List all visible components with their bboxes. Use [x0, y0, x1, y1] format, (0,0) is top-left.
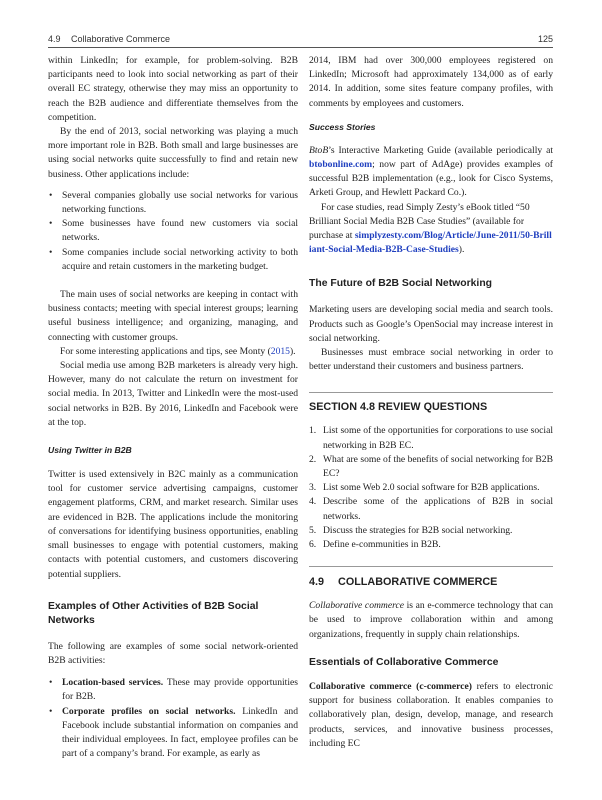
- bullet-list: [48, 676, 298, 761]
- heading-essentials: Essentials of Collaborative Commerce: [309, 656, 499, 668]
- list-item: 1. List some of the opportunities for corporations to use social networking in B2B EC.: [309, 425, 553, 451]
- page-number: 125: [537, 34, 553, 44]
- paragraph: Marketing users are developing social media and search tools. Products such as Google’s OpenSocial may increase interest in social networking.: [309, 304, 553, 344]
- list-item: 3. List some Web 2.0 social software for B2B applications.: [309, 482, 540, 494]
- list-item: • Some businesses have found new customers via social networks.: [48, 217, 298, 245]
- paragraph: Collaborative commerce is an e-commerce technology that can be used to improve collaboration within and among organizations, frequently in supply chain relationships.: [309, 600, 553, 640]
- right-column: [309, 54, 553, 751]
- list-item: • Several companies globally use social networks for various networking functions.: [48, 189, 298, 217]
- divider: [309, 566, 553, 567]
- header-section-title: Collaborative Commerce: [71, 34, 171, 44]
- heading-other-activities: Examples of Other Activities of B2B Social Networks: [48, 600, 259, 626]
- paragraph: Social media use among B2B marketers is already very high. However, many do not calculate the return on investment for social media. In 2013, Twitter and LinkedIn were the most-used social networks in B2B. By 2016, LinkedIn and Facebook were at the top.: [48, 360, 298, 428]
- section-heading-4-9: 4.9 COLLABORATIVE COMMERCE: [309, 576, 498, 589]
- paragraph: The following are examples of some social network-oriented B2B activities:: [48, 640, 298, 666]
- review-questions-title: SECTION 4.8 REVIEW QUESTIONS: [309, 401, 488, 414]
- paragraph: For some interesting applications and tips, see Monty (2015).: [60, 345, 296, 357]
- paragraph: For case studies, read Simply Zesty’s eBook titled “50 Brilliant Social Media B2B Case Studies” (available for purchase at simplyzesty.com/Blog/Article/June-2011/50-Brilliant-Social-Media-B2B-Case-Studies).: [309, 201, 552, 256]
- paragraph: within LinkedIn; for example, for problem-solving. B2B participants need to look into social networking as part of their overall EC strategy, otherwise they may miss an opportunity to reach the B2B audience and differentiate themselves from the competition.: [48, 55, 298, 123]
- left-column: [48, 54, 298, 761]
- btobonline-link[interactable]: btobonline.com: [309, 159, 373, 171]
- paragraph: The main uses of social networks are keeping in contact with business contacts; meeting with special interest groups; learning useful business intelligence; and organizing, managing, and connecting with customer groups.: [48, 289, 298, 343]
- paragraph: Collaborative commerce (c-commerce) refers to electronic support for business collaboration. It enables companies to collaboratively plan, design, develop, manage, and research products, services, and innovative business processes, including EC: [309, 680, 554, 749]
- paragraph: 2014, IBM had over 300,000 employees registered on LinkedIn; Microsoft had approximately 134,000 as of early 2014. In addition, some sites feature company profiles, with comments by employees and customers.: [309, 55, 553, 109]
- review-questions-list: [309, 424, 553, 552]
- list-item: 5. Discuss the strategies for B2B social networking.: [309, 524, 513, 536]
- subheading-twitter: Using Twitter in B2B: [48, 445, 132, 456]
- paragraph: By the end of 2013, social networking was playing a much more important role in B2B. Both small and large businesses are using social networks quite successfully to find and retain new business. Other applications include:: [48, 126, 298, 180]
- list-item: 4. Describe some of the applications of B2B in social networks.: [309, 496, 553, 522]
- paragraph: Twitter is used extensively in B2C mainly as a communication tool for customer service advertising campaigns, customer engagement platforms, CRM, and market research. Similar uses are evidenced in B2B. The applications include the monitoring of conversations for identifying business opportunities, enabling small businesses to engage with potential customers, making contacts with potential customers, and customers discovering potential suppliers.: [48, 469, 298, 580]
- bullet-list: [48, 189, 298, 274]
- heading-future: The Future of B2B Social Networking: [309, 278, 493, 290]
- citation-link[interactable]: 2015: [270, 345, 290, 357]
- running-header-section: [48, 34, 170, 44]
- list-item: • Location-based services. These may provide opportunities for B2B.: [48, 676, 298, 704]
- list-item: • Corporate profiles on social networks. LinkedIn and Facebook include substantial information on companies and their individual employees. In fact, employee profiles can be part of a company’s brand. For example, as early as: [48, 705, 298, 762]
- list-item: 2. What are some of the benefits of social networking for B2B EC?: [309, 453, 553, 480]
- header-section-number: 4.9: [48, 34, 61, 44]
- paragraph: BtoB’s Interactive Marketing Guide (available periodically at btobonline.com; now part of AdAge) provides examples of successful B2B implementation (e.g., look for Cisco Systems, Arketi Group, and Hewlett Packard Co.).: [309, 144, 553, 199]
- header-rule: [48, 47, 553, 48]
- list-item: • Some companies include social networking activity to both acquire and retain customers in the marketing budget.: [48, 246, 298, 274]
- list-item: 6. Define e-communities in B2B.: [309, 539, 441, 551]
- simplyzesty-link[interactable]: simplyzesty.com/Blog/Article/June-2011/50-Brilliant-Social-Media-B2B-Case-Studies: [309, 230, 552, 256]
- paragraph: Businesses must embrace social networking in order to better understand their customers and business partners.: [309, 347, 553, 373]
- subheading-success-stories: Success Stories: [309, 121, 376, 132]
- divider: [309, 392, 553, 393]
